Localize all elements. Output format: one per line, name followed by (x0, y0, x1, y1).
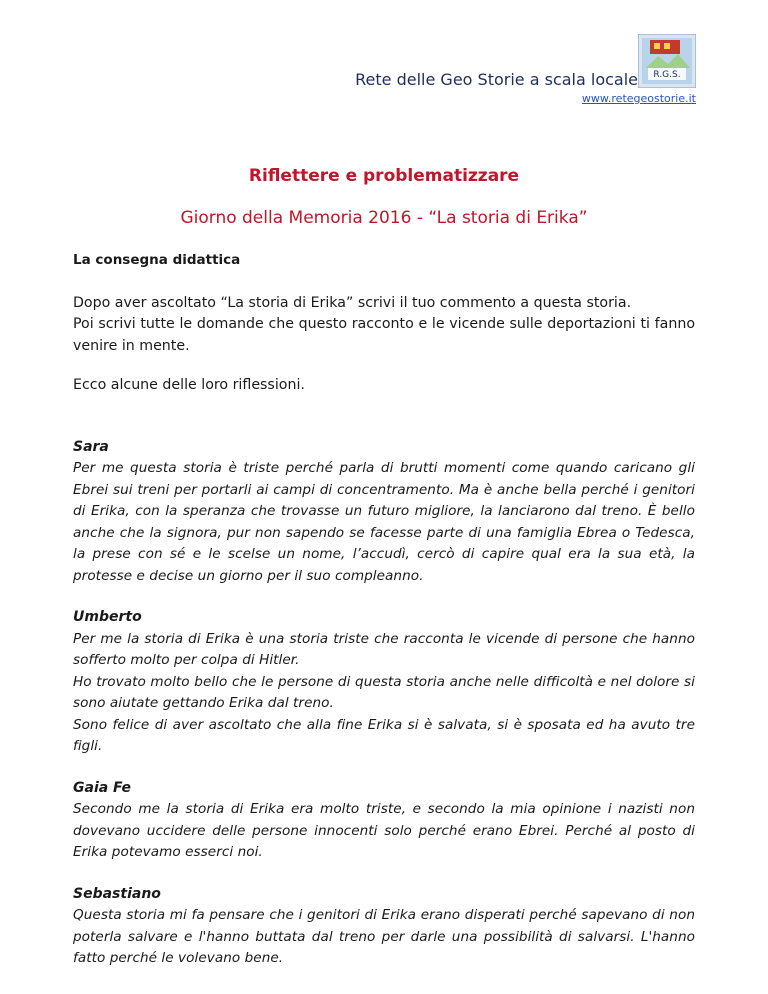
entry-gaia-fe (73, 778, 695, 864)
page-header (300, 34, 700, 114)
svg-text:R.G.S.: R.G.S. (653, 70, 681, 80)
assignment-paragraph: Dopo aver ascoltato “La storia di Erika” scrivi il tuo commento a questa storia. (73, 294, 632, 311)
entry-text: Questa storia mi fa pensare che i genitori di Erika erano disperati perché sapevano di non poterla salvare e l'hanno buttata dal treno per darle una possibilità di salvarsi. L'hanno fatto perché le volevano bene. (73, 907, 695, 966)
document-body (73, 250, 695, 990)
entry-text: Per me la storia di Erika è una storia triste che racconta le vicende di persone che hanno sofferto molto per colpa di Hitler. (73, 630, 695, 668)
entry-author: Umberto (73, 609, 142, 625)
intro-text: Ecco alcune delle loro riflessioni. (73, 377, 305, 393)
entry-author: Sara (73, 438, 109, 455)
page-subtitle: Giorno della Memoria 2016 - “La storia di Erika” (180, 208, 588, 228)
entry-author: Sebastiano (73, 885, 161, 902)
page-title: Riflettere e problematizzare (248, 166, 520, 186)
entry-text: Ho trovato molto bello che le persone di questa storia anche nelle difficoltà e nel dolore si sono aiutate gettando Erika dal treno. (73, 673, 695, 711)
assignment-paragraph: Poi scrivi tutte le domande che questo racconto e le vicende sulle deportazioni ti fanno venire in mente. (73, 316, 695, 354)
site-title: Rete delle Geo Storie a scala locale (355, 70, 638, 89)
rgs-logo-icon (638, 34, 696, 88)
assignment-heading: La consegna didattica (73, 252, 241, 268)
entry-umberto (73, 607, 695, 758)
entry-sara (73, 437, 695, 588)
assignment-text (73, 293, 695, 358)
site-url-link[interactable]: www.retegeostorie.it (581, 92, 696, 105)
entry-sebastiano (73, 884, 695, 970)
entry-text: Sono felice di aver ascoltato che alla fine Erika si è salvata, si è sposata ed ha avuto tre figli. (73, 716, 695, 754)
entry-text: Per me questa storia è triste perché parla di brutti momenti come quando caricano gli Ebrei sui treni per portarli ai campi di concentramento. Ma è anche bella perché i genitori di Erika, con la speranza che trovasse un futuro migliore, la lanciarono dal treno. È bello anche che la signora, pur non sapendo se facesse parte di una famiglia Ebrea o Tedesca, la prese con sé e le scelse un nome, l’accudì, cercò di capire qual era la sua età, la protesse e decise un giorno per il suo compleanno. (73, 460, 695, 584)
entry-author: Gaia Fe (73, 779, 132, 796)
entry-text: Secondo me la storia di Erika era molto triste, e secondo la mia opinione i nazisti non dovevano uccidere delle persone innocenti solo perché erano Ebrei. Perché al posto di Erika potevamo esserci noi. (73, 801, 695, 860)
